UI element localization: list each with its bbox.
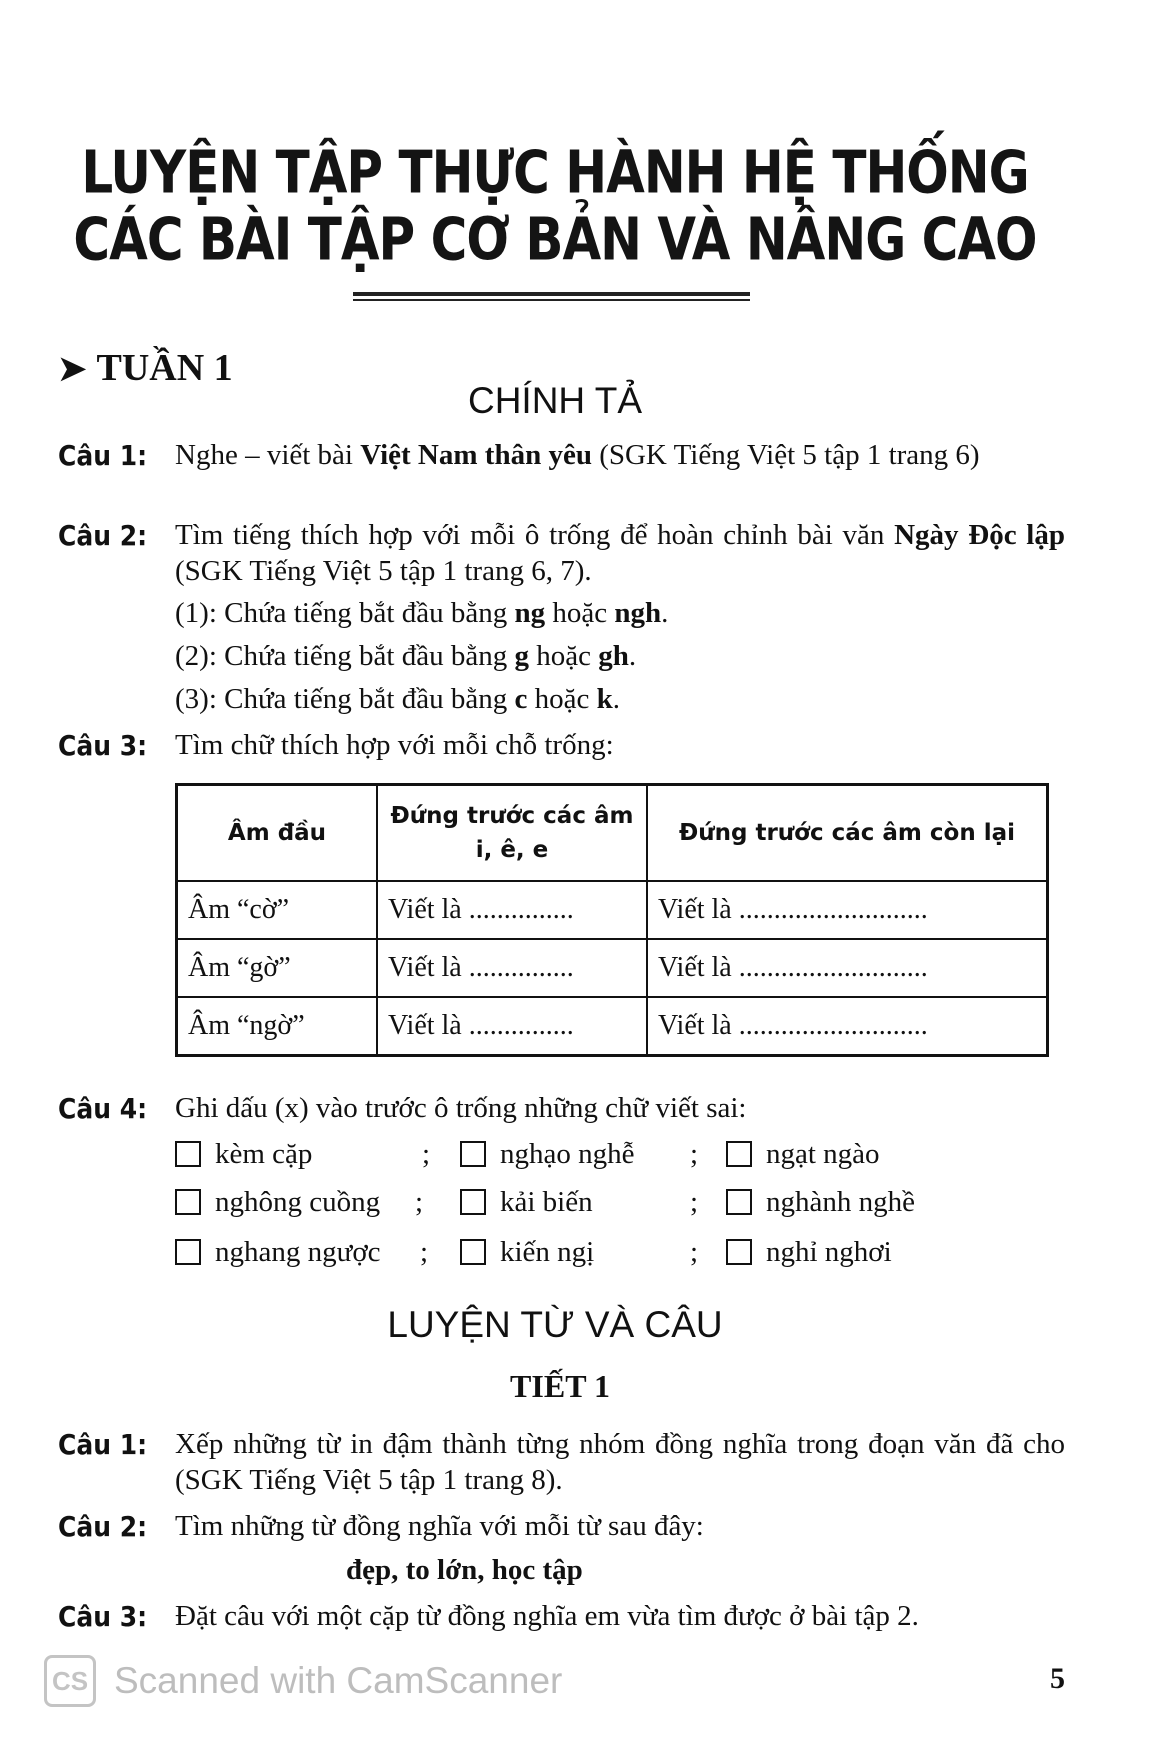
section-heading-luyen-tu-va-cau: LUYỆN TỪ VÀ CÂU <box>387 1304 723 1345</box>
table-cell[interactable]: Viết là ............... <box>377 997 647 1056</box>
watermark-text: Scanned with CamScanner <box>114 1660 563 1701</box>
week-label: TUẦN 1 <box>96 347 233 389</box>
checkbox-item[interactable]: nghạo nghễ <box>460 1138 635 1171</box>
table-cell: Âm “gờ” <box>177 939 378 997</box>
checkbox[interactable] <box>175 1239 201 1265</box>
question-text: Tìm những từ đồng nghĩa với mỗi từ sau đây: <box>175 1510 704 1542</box>
consonant-table <box>175 783 1049 1057</box>
question-text: Tìm chữ thích hợp với mỗi chỗ trống: <box>175 729 614 761</box>
section-heading-chinh-ta: CHÍNH TẢ <box>467 380 643 421</box>
table-row <box>177 939 1048 997</box>
table-header-row <box>177 785 1048 882</box>
page-number: 5 <box>1050 1662 1065 1695</box>
title-divider-thick <box>353 292 750 296</box>
checkbox-item[interactable]: nghỉ nghơi <box>726 1236 892 1269</box>
table-cell[interactable]: Viết là ............... <box>377 939 647 997</box>
question-label: Câu 3: <box>58 729 148 762</box>
table-cell[interactable]: Viết là ........................... <box>647 939 1048 997</box>
sub-heading-tiet-1: TIẾT 1 <box>510 1368 610 1404</box>
camscanner-watermark <box>44 1655 562 1707</box>
main-title-line-2: CÁC BÀI TẬP CƠ BẢN VÀ NÂNG CAO <box>73 205 1037 274</box>
question-text: Nghe – viết bài Việt Nam thân yêu (SGK Tiếng Việt 5 tập 1 trang 6) <box>175 439 980 471</box>
separator: ; <box>422 1138 431 1170</box>
separator: ; <box>690 1236 699 1268</box>
checkbox-item[interactable]: kiến ngị <box>460 1236 594 1269</box>
table-header-cell: Đứng trước các âm i, ê, e <box>377 785 647 882</box>
table-cell: Âm “ngờ” <box>177 997 378 1056</box>
question-label: Câu 2: <box>58 519 148 552</box>
camscanner-logo-icon: CS <box>44 1655 96 1707</box>
table-cell[interactable]: Viết là ........................... <box>647 881 1048 939</box>
title-divider-thin <box>353 299 750 301</box>
table-row <box>177 997 1048 1056</box>
table-row <box>177 881 1048 939</box>
checkbox[interactable] <box>460 1239 486 1265</box>
table-header-cell: Đứng trước các âm còn lại <box>647 785 1048 882</box>
checkbox[interactable] <box>726 1141 752 1167</box>
question-text: Ghi dấu (x) vào trước ô trống những chữ viết sai: <box>175 1092 747 1124</box>
question-label: Câu 3: <box>58 1600 148 1633</box>
checkbox-item[interactable]: ngạt ngào <box>726 1138 880 1171</box>
word-list: đẹp, to lớn, học tập <box>346 1554 583 1586</box>
table-cell[interactable]: Viết là ........................... <box>647 997 1048 1056</box>
checkbox-item[interactable]: nghông cuồng <box>175 1186 380 1219</box>
checkbox[interactable] <box>460 1189 486 1215</box>
separator: ; <box>690 1138 699 1170</box>
separator: ; <box>690 1186 699 1218</box>
list-item: (3): Chứa tiếng bắt đầu bằng c hoặc k. <box>175 683 620 715</box>
table-cell[interactable]: Viết là ............... <box>377 881 647 939</box>
question-label: Câu 4: <box>58 1092 148 1125</box>
checkbox[interactable] <box>175 1141 201 1167</box>
list-item: (2): Chứa tiếng bắt đầu bằng g hoặc gh. <box>175 640 637 672</box>
checkbox[interactable] <box>726 1189 752 1215</box>
question-label: Câu 1: <box>58 439 148 472</box>
arrow-icon: ➤ <box>58 351 87 388</box>
table-cell: Âm “cờ” <box>177 881 378 939</box>
separator: ; <box>415 1186 424 1218</box>
table-header-cell: Âm đầu <box>177 785 378 882</box>
question-text: Tìm tiếng thích hợp với mỗi ô trống để hoàn chỉnh bài văn Ngày Độc lập (SGK Tiếng Việt 5 tập 1 trang 6, 7). <box>175 519 1065 587</box>
checkbox[interactable] <box>175 1189 201 1215</box>
checkbox-item[interactable]: nghành nghề <box>726 1186 915 1219</box>
checkbox[interactable] <box>726 1239 752 1265</box>
checkbox[interactable] <box>460 1141 486 1167</box>
separator: ; <box>420 1236 429 1268</box>
list-item: (1): Chứa tiếng bắt đầu bằng ng hoặc ngh. <box>175 597 669 629</box>
checkbox-item[interactable]: nghang ngược <box>175 1236 381 1269</box>
question-label: Câu 2: <box>58 1510 148 1543</box>
question-label: Câu 1: <box>58 1428 148 1461</box>
question-text: Xếp những từ in đậm thành từng nhóm đồng nghĩa trong đoạn văn đã cho (SGK Tiếng Việt 5 tập 1 trang 8). <box>175 1428 1065 1496</box>
main-title-line-1: LUYỆN TẬP THỰC HÀNH HỆ THỐNG <box>81 138 1029 207</box>
checkbox-item[interactable]: kèm cặp <box>175 1138 312 1171</box>
question-text: Đặt câu với một cặp từ đồng nghĩa em vừa tìm được ở bài tập 2. <box>175 1600 919 1632</box>
checkbox-item[interactable]: kải biến <box>460 1186 593 1219</box>
